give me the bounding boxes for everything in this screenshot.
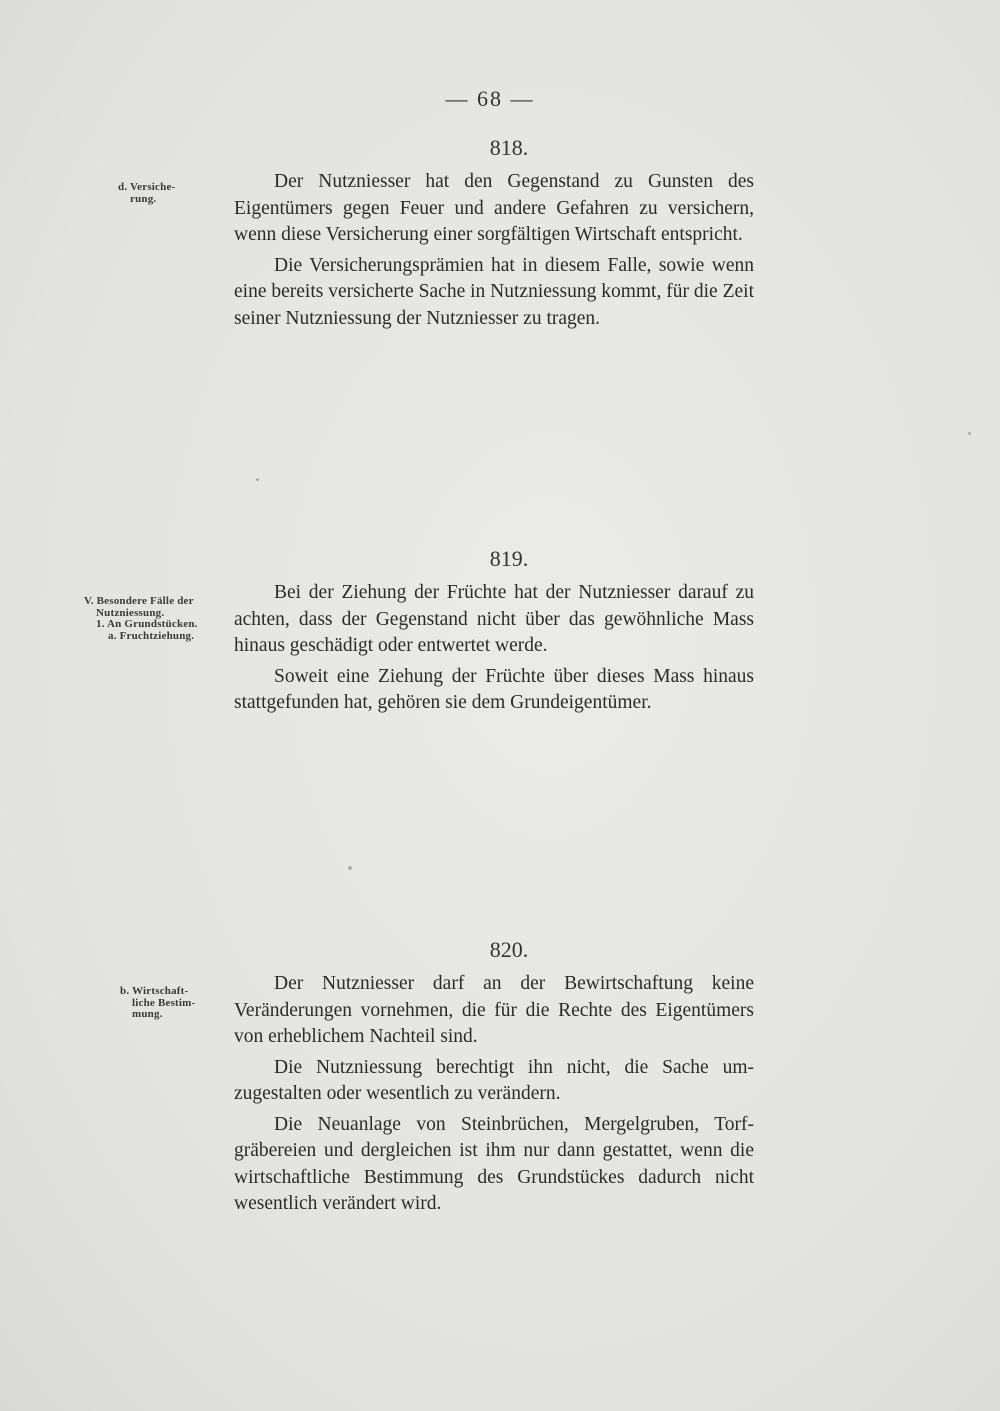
section-number: 819. (489, 546, 529, 571)
margin-note-line: a. Fruchtziehung. (108, 629, 195, 642)
paragraph: Die Nutzniessung berechtigt ihn nicht, die Sache umzugestalten oder wesentlich zu verändern. (234, 1056, 754, 1104)
margin-note-line: rung. (130, 192, 157, 205)
margin-note-819 (84, 596, 198, 642)
paragraph: Bei der Ziehung der Früchte hat der Nutzniesser darauf zu achten, dass der Gegenstand nicht über das gewöhnliche Mass hinaus geschädigt oder entwertet werde. (234, 582, 754, 656)
section-number: 820. (489, 937, 529, 962)
paragraph: Der Nutzniesser hat den Gegenstand zu Gunsten des Eigentümers gegen Feuer und andere Gefahren zu versichern, wenn diese Versicherung einer sorgfältigen Wirtschaft entspricht. (234, 171, 754, 245)
paragraph: Die Neuanlage von Steinbrüchen, Mergelgruben, Torfgräbereien und dergleichen ist ihm nur dann gestattet, wenn die wirtschaftliche Bestimmung des Grundstückes dadurch nicht wesentlich verändert wird. (234, 1113, 754, 1214)
paragraph: Die Versicherungsprämien hat in diesem Falle, sowie wenn eine bereits versicherte Sache in Nutzniessung kommt, für die Zeit seiner Nutzniessung der Nutzniesser zu tragen. (234, 254, 754, 329)
paragraph: Soweit eine Ziehung der Früchte über dieses Mass hinaus stattgefunden hat, gehören sie dem Grundeigentümer. (234, 665, 754, 713)
scan-speck (348, 866, 352, 870)
section-820 (234, 937, 754, 1218)
margin-note-line: mung. (132, 1008, 163, 1020)
paragraph: Der Nutzniesser darf an der Bewirtschaftung keine Veränderungen vornehmen, die für die Rechte des Eigentümers von erheblichem Nachteil sind. (234, 973, 754, 1047)
margin-note-818 (118, 182, 175, 205)
margin-note-line: liche Bestim- (132, 996, 196, 1009)
page-number: — 68 — (445, 86, 535, 111)
section-818 (234, 135, 754, 332)
margin-note-line: V. Besondere Fälle der (84, 595, 194, 607)
margin-note-820 (120, 986, 195, 1021)
scan-speck (256, 478, 259, 481)
section-819 (234, 546, 754, 717)
section-number: 818. (489, 135, 529, 160)
margin-note-line: Nutzniessung. (96, 606, 165, 619)
margin-note-line: b. Wirtschaft- (120, 985, 189, 997)
scan-speck (968, 432, 971, 435)
margin-note-line: 1. An Grundstücken. (96, 618, 198, 630)
margin-note-line: d. Versiche- (118, 181, 176, 193)
